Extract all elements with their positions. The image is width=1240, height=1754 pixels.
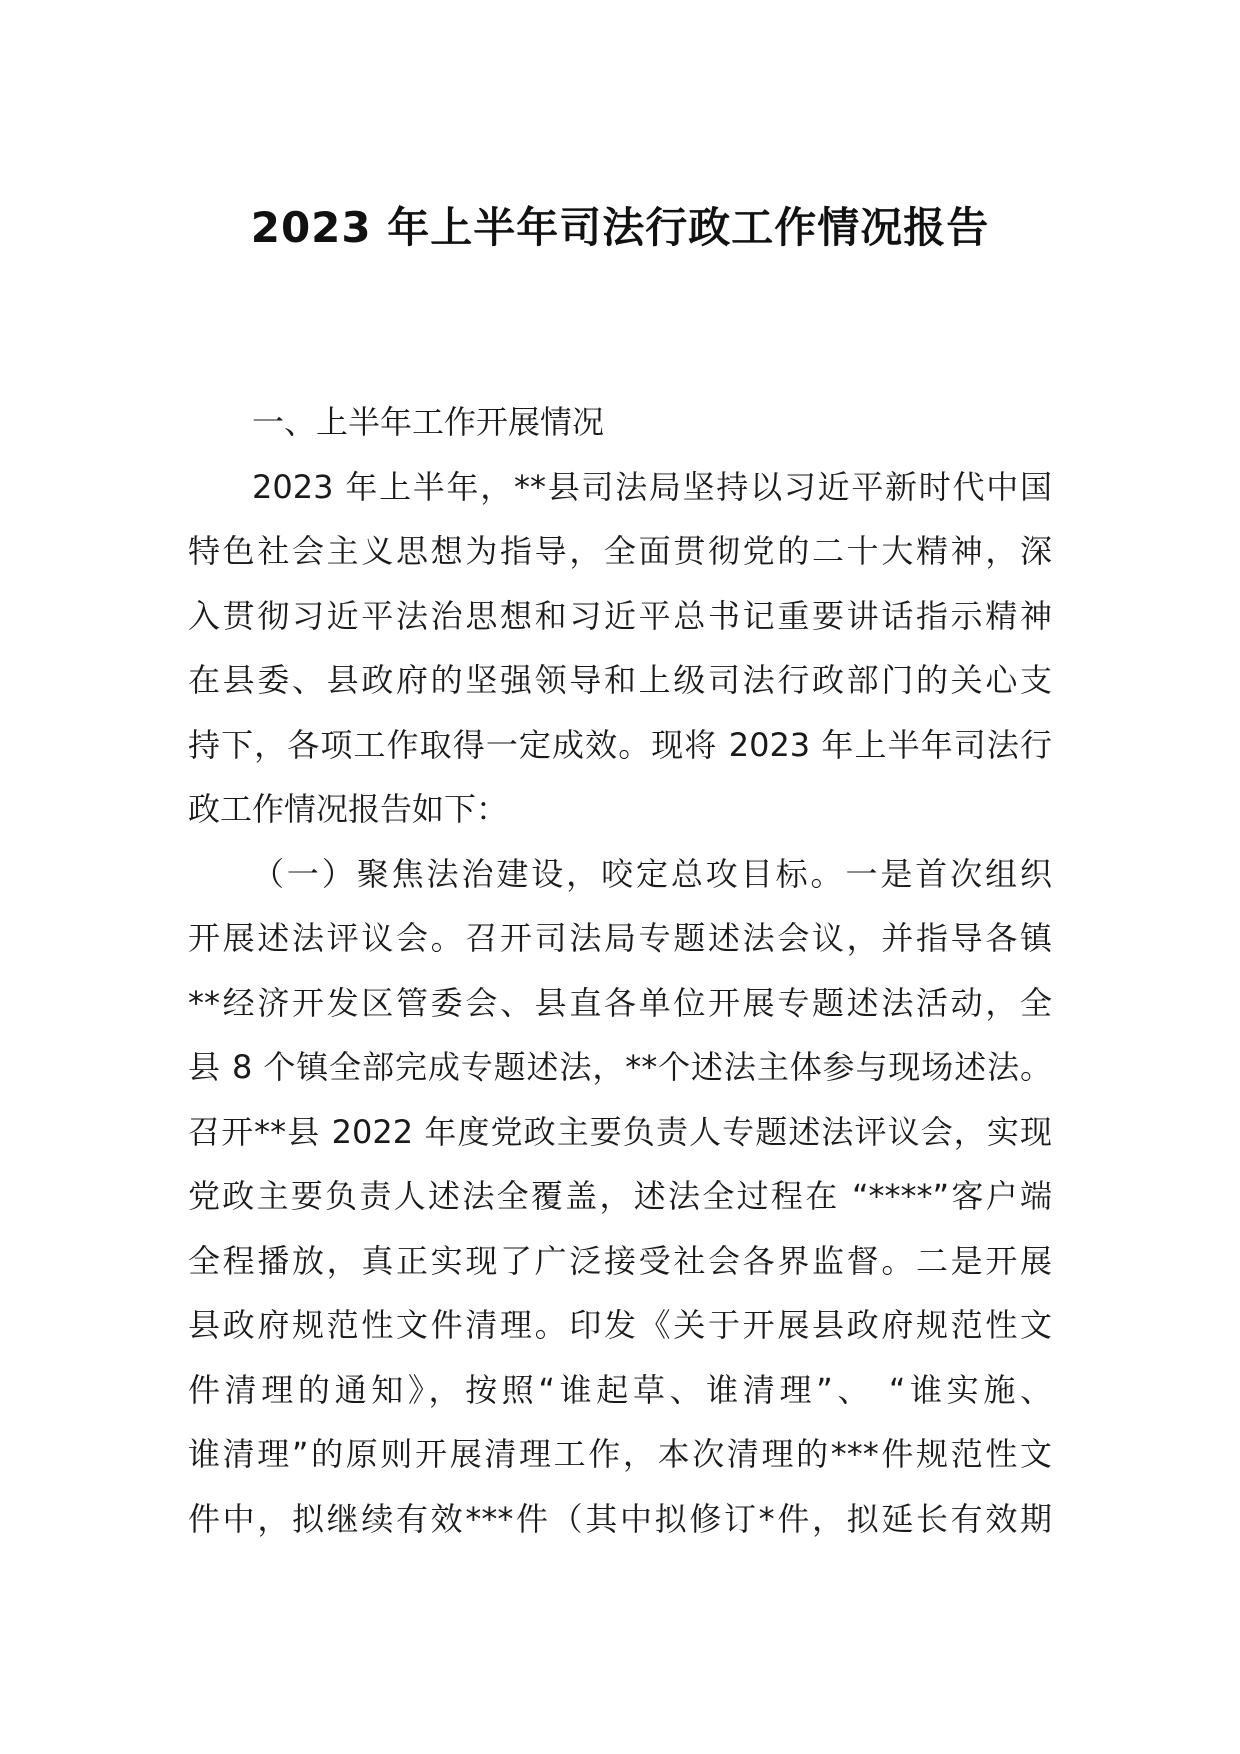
- paragraph-line: （一）聚焦法治建设，咬定总攻目标。一是首次组织: [252, 854, 1052, 893]
- section-heading: 一、上半年工作开展情况: [252, 403, 605, 441]
- paragraph-line: 县 8 个镇全部完成专题述法，**个述法主体参与现场述法。: [188, 1048, 1052, 1086]
- paragraph-line: 特色社会主义思想为指导，全面贯彻党的二十大精神，深: [188, 532, 1052, 570]
- paragraph-line: 谁清理”的原则开展清理工作，本次清理的***件规范性文: [188, 1435, 1052, 1473]
- paragraph-line: **经济开发区管委会、县直各单位开展专题述法活动，全: [188, 983, 1052, 1022]
- paragraph-line: 在县委、县政府的坚强领导和上级司法行政部门的关心支: [188, 661, 1052, 699]
- paragraph-line: 县政府规范性文件清理。印发《关于开展县政府规范性文: [188, 1306, 1052, 1344]
- paragraph-line: 持下，各项工作取得一定成效。现将 2023 年上半年司法行: [188, 725, 1052, 764]
- paragraph-line: 2023 年上半年，**县司法局坚持以习近平新时代中国: [252, 467, 1052, 506]
- paragraph-line: 党政主要负责人述法全覆盖，述法全过程在 “****”客户端: [188, 1177, 1052, 1215]
- document-body: [188, 390, 1052, 1551]
- document-title: 2023 年上半年司法行政工作情况报告: [250, 203, 990, 252]
- paragraph-line: 全程播放，真正实现了广泛接受社会各界监督。二是开展: [188, 1241, 1052, 1280]
- paragraph-line: 开展述法评议会。召开司法局专题述法会议，并指导各镇: [188, 919, 1052, 957]
- paragraph-line: 入贯彻习近平法治思想和习近平总书记重要讲话指示精神: [188, 596, 1052, 635]
- paragraph-line: 件中，拟继续有效***件（其中拟修订*件，拟延长有效期: [188, 1499, 1052, 1538]
- paragraph-line: 政工作情况报告如下：: [188, 790, 509, 828]
- paragraph-line: 召开**县 2022 年度党政主要负责人专题述法评议会，实现: [188, 1112, 1052, 1151]
- paragraph-line: 件清理的通知》，按照“谁起草、谁清理”、 “谁实施、: [188, 1370, 1052, 1409]
